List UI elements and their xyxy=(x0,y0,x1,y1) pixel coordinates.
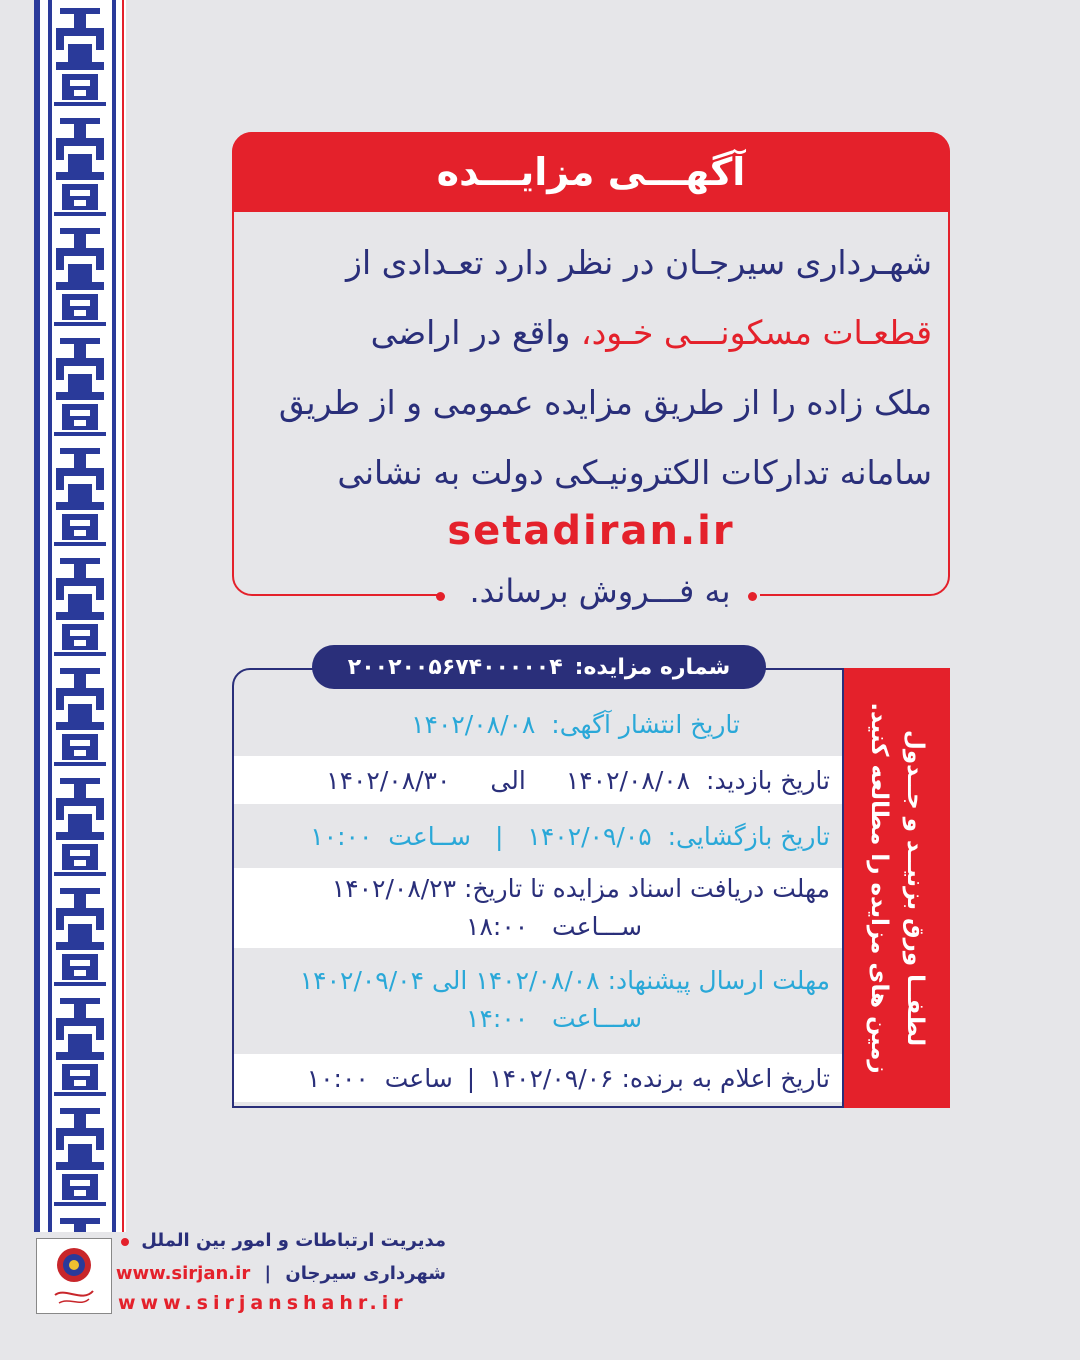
side-banner xyxy=(844,668,950,1108)
visit-to-word: الی xyxy=(490,765,526,795)
winner-time-word: ساعت xyxy=(384,1063,453,1093)
winner-value: ۱۴۰۲/۰۹/۰۶ xyxy=(489,1063,614,1093)
footer-dot xyxy=(121,1238,129,1246)
documents-time: ۱۸:۰۰ xyxy=(466,912,529,941)
body-line-3: ملک زاده را از طریق مزایده عمومی و از طریق xyxy=(278,383,932,422)
side-banner-text xyxy=(861,673,933,1103)
closing-dot-right xyxy=(748,592,757,601)
footer-website-2[interactable]: www.sirjanshahr.ir xyxy=(118,1292,408,1314)
auction-number-pill xyxy=(312,645,766,689)
auction-number-label: شماره مزایده: xyxy=(574,654,731,680)
announcement-closing: به فـــروش برساند. xyxy=(440,572,760,610)
documents-label: مهلت دریافت اسناد مزایده تا تاریخ: xyxy=(464,874,830,903)
side-banner-line-1: لطفــا ورق بزنیــد و جــدول xyxy=(902,729,928,1047)
municipality-logo-icon xyxy=(36,1238,112,1314)
body-line-2-rest: واقع در اراضی xyxy=(370,313,581,352)
opening-separator: | xyxy=(494,821,504,851)
opening-value: ۱۴۰۲/۰۹/۰۵ xyxy=(527,821,652,851)
setadiran-link[interactable]: setadiran.ir xyxy=(447,508,735,554)
detail-row-visit xyxy=(234,756,842,804)
decorative-border xyxy=(34,0,126,1232)
detail-row-publish xyxy=(234,698,842,750)
winner-time: ۱۰:۰۰ xyxy=(306,1063,369,1093)
footer-department: مدیریت ارتباطات و امور بین الملل xyxy=(141,1230,446,1251)
proposal-time-word: ســـاعت xyxy=(552,1004,643,1033)
visit-label: تاریخ بازدید: xyxy=(706,765,830,795)
opening-time: ۱۰:۰۰ xyxy=(310,821,373,851)
winner-separator: | xyxy=(466,1063,476,1093)
body-line-2 xyxy=(256,298,932,368)
documents-time-word: ســـاعت xyxy=(552,912,643,941)
winner-label: تاریخ اعلام به برنده: xyxy=(621,1063,830,1093)
opening-time-word: ســاعت xyxy=(388,821,471,851)
visit-to: ۱۴۰۲/۰۸/۳۰ xyxy=(326,765,451,795)
footer-website-1[interactable]: www.sirjan.ir xyxy=(115,1263,251,1284)
border-red-line xyxy=(122,0,124,1232)
body-line-4: سامانه تدارکات الکترونیـکی دولت به نشانی xyxy=(337,453,932,492)
proposal-to-word: الی xyxy=(431,966,468,995)
announcement-title: آگهـــی مزایـــده xyxy=(436,150,746,194)
detail-row-opening xyxy=(234,810,842,862)
detail-row-proposal xyxy=(234,956,842,1044)
detail-row-winner xyxy=(234,1054,842,1102)
visit-from: ۱۴۰۲/۰۸/۰۸ xyxy=(565,765,691,795)
footer-org-line xyxy=(115,1263,446,1284)
announcement-body xyxy=(256,228,932,508)
footer-separator: | xyxy=(264,1263,272,1284)
detail-row-documents xyxy=(234,868,842,948)
documents-value: ۱۴۰۲/۰۸/۲۳ xyxy=(331,874,457,903)
side-banner-line-2: زمین های مزایده را مطالعه کنید. xyxy=(866,702,892,1074)
footer-org: شهرداری سیرجان xyxy=(285,1263,446,1284)
proposal-to: ۱۴۰۲/۰۹/۰۴ xyxy=(299,966,425,995)
closing-dot-left xyxy=(436,592,445,601)
auction-number-value: ۲۰۰۲۰۰۵۶۷۴۰۰۰۰۰۴ xyxy=(347,654,563,680)
announcement-header xyxy=(232,132,950,212)
body-line-1: شهـرداری سیرجـان در نظر دارد تعـدادی از xyxy=(346,243,932,282)
proposal-text xyxy=(300,962,830,1038)
publish-label: تاریخ انتشار آگهی: xyxy=(551,709,740,739)
proposal-label: مهلت ارسال پیشنهاد: xyxy=(607,966,830,995)
proposal-from: ۱۴۰۲/۰۸/۰۸ xyxy=(475,966,600,995)
opening-label: تاریخ بازگشایی: xyxy=(667,821,830,851)
proposal-time: ۱۴:۰۰ xyxy=(466,1004,529,1033)
publish-value: ۱۴۰۲/۰۸/۰۸ xyxy=(411,709,536,739)
documents-text xyxy=(332,870,830,946)
body-highlight: قطعـات مسکونـــی خـود، xyxy=(580,313,932,352)
